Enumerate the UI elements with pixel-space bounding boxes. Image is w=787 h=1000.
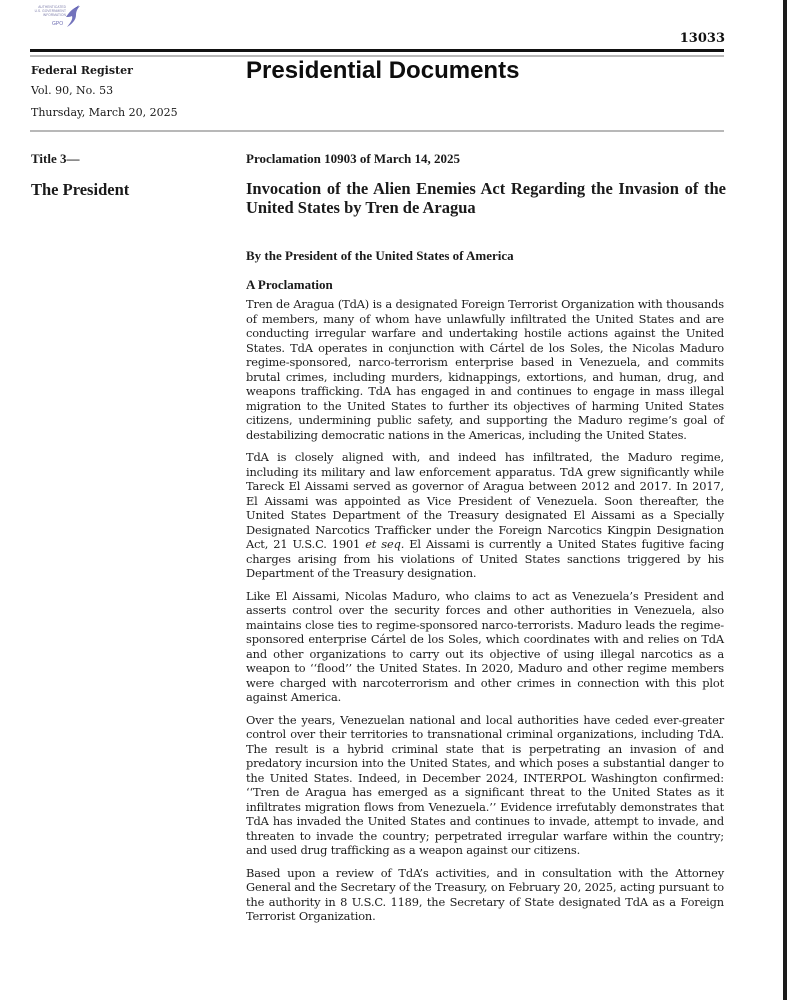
publication-name: Federal Register bbox=[31, 64, 133, 77]
section-rule bbox=[30, 130, 724, 132]
title-label: Title 3— bbox=[31, 151, 80, 166]
page-number: 13033 bbox=[679, 31, 725, 46]
eagle-icon bbox=[64, 3, 82, 29]
header-rule-thick bbox=[30, 49, 724, 52]
logo-agency: GPO bbox=[52, 21, 64, 27]
document-body bbox=[246, 297, 724, 932]
section-title: Presidential Documents bbox=[246, 57, 520, 84]
paragraph-text: El Aissami is currently a United States fugitive facing charges arising from his violations of United States sanctions triggered by his Department of the Treasury designation. bbox=[246, 537, 725, 580]
gpo-authentication-logo bbox=[26, 3, 82, 31]
paragraph: Tren de Aragua (TdA) is a designated Foreign Terrorist Organization with thousands of members, many of whom have unlawfully infiltrated the United States and are conducting irregular warfare and undertaking hostile actions against the United States. TdA operates in conjunction with Cártel de los Soles, the Nicolas Maduro regime-sponsored, narco-terrorism enterprise based in Venezuela, and commits brutal crimes, including murders, kidnappings, extortions, and human, drug, and weapons trafficking. TdA has engaged in and continues to engage in mass illegal migration to the United States to further its objectives of harming United States citizens, undermining public safety, and supporting the Maduro regime’s goal of destabilizing democratic nations in the Americas, including the United States. bbox=[246, 297, 724, 442]
logo-line: AUTHENTICATED bbox=[38, 5, 66, 9]
paragraph bbox=[246, 450, 724, 581]
logo-text bbox=[26, 5, 66, 17]
volume-number: Vol. 90, No. 53 bbox=[31, 84, 114, 97]
window-edge-bar bbox=[783, 0, 787, 1000]
title-subtitle: The President bbox=[31, 180, 130, 199]
paragraph: Based upon a review of TdA’s activities, and in consultation with the Attorney General and the Secretary of the Treasury, on February 20, 2025, acting pursuant to the authority in 8 U.S.C. 1189, the Secretary of State designated TdA as a Foreign Terrorist Organization. bbox=[246, 865, 724, 923]
paragraph: Over the years, Venezuelan national and local authorities have ceded ever-greater control over their territories to transnational criminal organizations, including TdA. The result is a hybrid criminal state that is perpetrating an invasion of and predatory incursion into the United States, and which poses a substantial danger to the United States. Indeed, in December 2024, INTERPOL Washington confirmed: ‘‘Tren de Aragua has emerged as a significant threat to the United States as it infiltrates migration flows from Venezuela.’’ Evidence irrefutably demonstrates that TdA has invaded the United States and continues to invade, attempt to invade, and threaten to invade the country; perpetrated irregular warfare within the country; and used drug trafficking as a weapon against our citizens. bbox=[246, 712, 724, 857]
by-line: By the President of the United States of America bbox=[246, 248, 514, 263]
logo-line: INFORMATION bbox=[42, 13, 66, 17]
publication-date: Thursday, March 20, 2025 bbox=[31, 106, 178, 119]
italic-citation: et seq. bbox=[365, 537, 405, 551]
proclamation-number: Proclamation 10903 of March 14, 2025 bbox=[246, 151, 460, 166]
paragraph: Like El Aissami, Nicolas Maduro, who claims to act as Venezuela’s President and asserts control over the security forces and other authorities in Venezuela, also maintains close ties to regime-sponsored narco-terrorists. Maduro leads the regime-sponsored enterprise Cártel de los Soles, which coordinates with and relies on TdA and other organizations to carry out its objective of using illegal narcotics as a weapon to ‘‘flood’’ the United States. In 2020, Maduro and other regime members were charged with narcoterrorism and other crimes in connection with this plot against America. bbox=[246, 588, 724, 704]
proclamation-heading: A Proclamation bbox=[246, 277, 333, 292]
logo-line: U.S. GOVERNMENT bbox=[34, 9, 66, 13]
paragraph-text: TdA is closely aligned with, and indeed has infiltrated, the Maduro regime, including its military and law enforcement apparatus. TdA grew significantly while Tareck El Aissami served as governor of Aragua between 2012 and 2017. In 2017, El Aissami was appointed as Vice President of Venezuela. Soon thereafter, the United States Department of the Treasury designated El Aissami as a Specially Designated Narcotics Trafficker under the Foreign Narcotics Kingpin Designation Act, 21 U.S.C. 1901 bbox=[246, 450, 724, 551]
proclamation-title: Invocation of the Alien Enemies Act Regarding the Invasion of the United States by Tren de Aragua bbox=[246, 179, 726, 217]
